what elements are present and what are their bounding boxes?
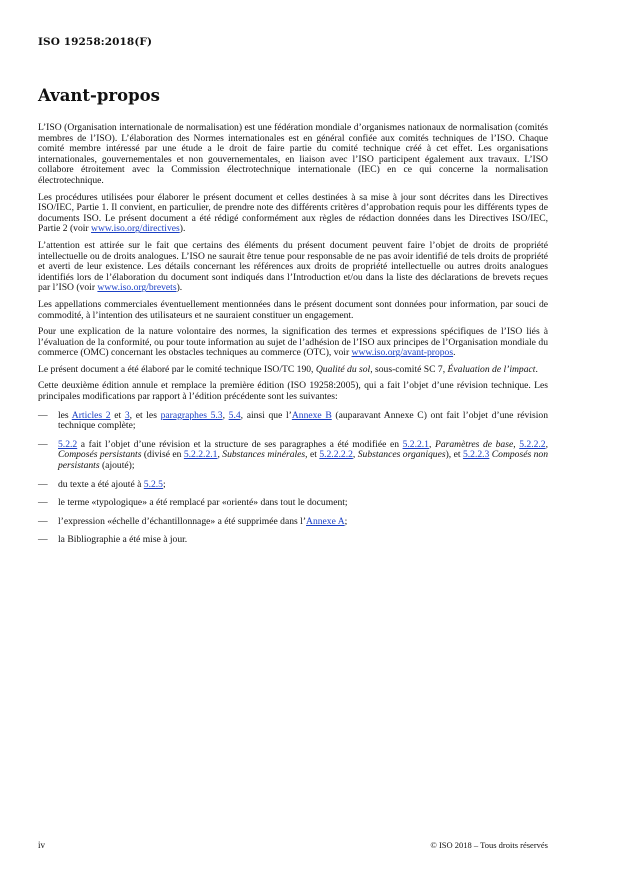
list-item: — les Articles 2 et 3, et les paragraphes 5.3, 5.4, ainsi que l’Annexe B (auparavant Annexe C) ont fait l’objet d’une révision technique complète; (38, 409, 548, 432)
dash-marker: — (38, 438, 48, 450)
paragraph-voluntary: Pour une explication de la nature volontaire des normes, la signification des termes et expressions spécifiques de l’ISO liés à l’évaluation de la conformité, ou pour toute information au sujet de l’adhésion de l’ISO aux principes de l’Organisation mondiale du commerce (OMC) concernant les obstacles techniques au commerce (OTC), voir www.iso.org/avant-propos. (38, 326, 548, 359)
list-item: — le terme «typologique» a été remplacé par «orienté» dans tout le document; (38, 497, 348, 509)
link-avant-propos[interactable]: www.iso.org/avant-propos (351, 347, 454, 359)
link-annexe-b[interactable]: Annexe B (291, 409, 332, 421)
list-item: — 5.2.2 a fait l’objet d’une révision et la structure de ses paragraphes a été modifiée en 5.2.2.1, Paramètres de base, 5.2.2.2, Composés persistants (divisé en 5.2.2.2.1, Substances minérales, et 5.2.2.2.2, Substances organiques), et 5.2.2.3 Composés non persistants (ajouté); (38, 438, 549, 472)
page-title: Avant-propos (38, 86, 160, 105)
paragraph-procedures: Les procédures utilisées pour élaborer le présent document et celles destinées à sa mise à jour sont décrites dans les Directives ISO/IEC, Partie 1. Il convient, en particulier, de prendre note des différents critères d’approbation requis pour les différents types de documents ISO. Le présent document a été rédigé conformément aux règles de rédaction données dans les Directives ISO/IEC, Partie 2 (voir www.iso.org/directives). (38, 191, 548, 235)
list-item: — l’expression «échelle d’échantillonnage» a été supprimée dans l’Annexe A; (38, 515, 348, 527)
link-5-2-2-3[interactable]: 5.2.2.3 (462, 449, 490, 461)
link-5-2-2-2-1[interactable]: 5.2.2.2.1 (183, 449, 218, 461)
link-5-2-2-2[interactable]: 5.2.2.2 (519, 438, 546, 450)
link-directives[interactable]: www.iso.org/directives (91, 223, 180, 235)
paragraph-patents: L’attention est attirée sur le fait que certains des éléments du présent document peuvent faire l’objet de droits de propriété intellectuelle ou de droits analogues. L’ISO ne saurait être tenue pour responsable de ne pas avoir identifié de tels droits de propriété et averti de leur existence. Les détails concernant les références aux droits de propriété intellectuelle ou autres droits analogues identifiés lors de l’élaboration du document sont indiqués dans l’Introduction et/ou dans la liste des déclarations de brevets reçues par l’ISO (voir www.iso.org/brevets). (38, 239, 548, 294)
link-brevets[interactable]: www.iso.org/brevets (97, 282, 177, 294)
changes-list (38, 411, 548, 546)
list-item: — la Bibliographie a été mise à jour. (38, 534, 188, 546)
dash-marker: — (38, 515, 48, 527)
link-5-2-2[interactable]: 5.2.2 (58, 438, 78, 450)
dash-marker: — (38, 497, 48, 509)
link-5-2-2-2-2[interactable]: 5.2.2.2.2 (319, 449, 353, 461)
dash-marker: — (38, 478, 48, 490)
link-5-2-5[interactable]: 5.2.5 (143, 478, 163, 490)
foreword-body (38, 123, 548, 554)
paragraph-trade-names: Les appellations commerciales éventuellement mentionnées dans le présent document sont données pour information, par souci de commodité, à l’intention des utilisateurs et ne sauraient constituer un engagement. (38, 298, 548, 321)
link-article-2[interactable]: Articles 2 (71, 409, 111, 421)
link-para-5-4[interactable]: 5.4 (228, 409, 241, 421)
dash-marker: — (38, 409, 48, 421)
document-id-header: ISO 19258:2018(F) (38, 36, 153, 48)
paragraph-edition: Cette deuxième édition annule et remplace la première édition (ISO 19258:2005), qui a fait l’objet d’une révision technique. Les principales modifications par rapport à l’édition précédente sont les suivantes: (38, 380, 548, 403)
copyright-notice: © ISO 2018 – Tous droits réservés (430, 840, 548, 850)
link-para-5-3[interactable]: paragraphes 5.3 (160, 409, 223, 421)
paragraph-iso-intro: L’ISO (Organisation internationale de normalisation) est une fédération mondiale d’organismes nationaux de normalisation (comités membres de l’ISO). L’élaboration des Normes internationales est en général confiée aux comités techniques de l’ISO. Chaque comité membre intéressé par une étude a le droit de faire partie du comité technique créé à cet effet. Les organisations internationales, gouvernementales et non gouvernementales, en liaison avec l’ISO participent également aux travaux. L’ISO collabore étroitement avec la Commission électrotechnique internationale (IEC) en ce qui concerne la normalisation électrotechnique. (38, 122, 548, 186)
paragraph-committee: Le présent document a été élaboré par le comité technique ISO/TC 190, Qualité du sol, sous-comité SC 7, Évaluation de l’impact. (38, 363, 538, 375)
link-annexe-a[interactable]: Annexe A (306, 515, 345, 527)
page-number: iv (38, 840, 46, 850)
link-article-3[interactable]: 3 (124, 409, 130, 421)
dash-marker: — (38, 534, 48, 546)
link-5-2-2-1[interactable]: 5.2.2.1 (402, 438, 429, 450)
list-item: — du texte a été ajouté à 5.2.5; (38, 478, 166, 490)
